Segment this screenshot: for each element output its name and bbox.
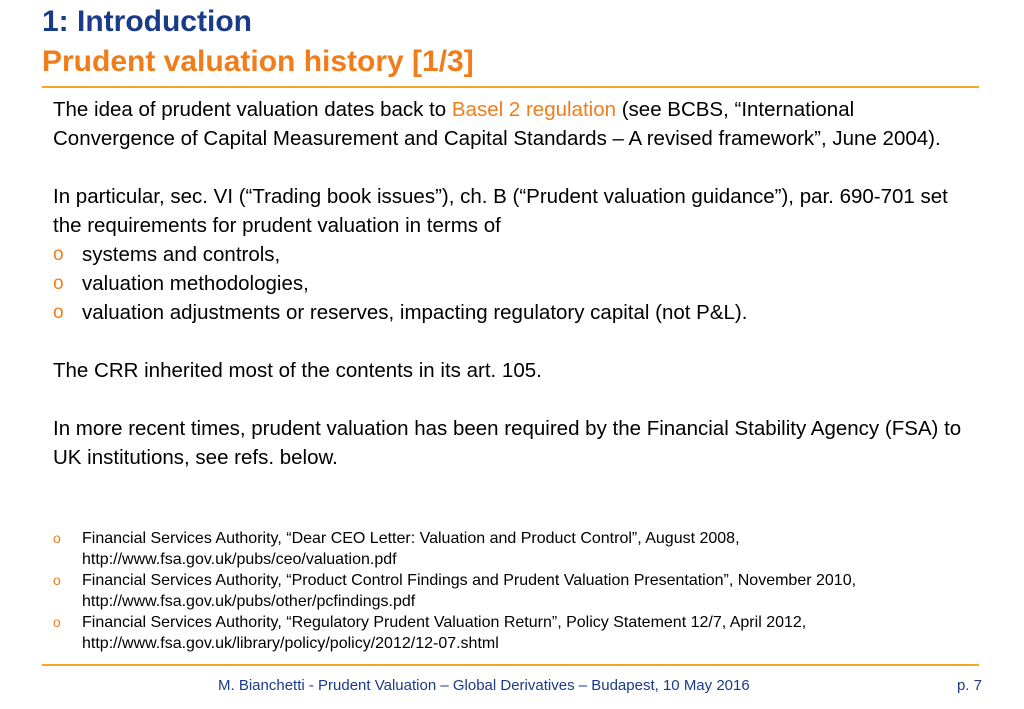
paragraph-basel [53, 95, 973, 153]
reference-item [53, 528, 983, 570]
requirements-list [53, 240, 973, 327]
footer-text: M. Bianchetti - Prudent Valuation – Global Derivatives – Budapest, 10 May 2016 [218, 677, 750, 694]
paragraph-trading-book: In particular, sec. VI (“Trading book issues”), ch. B (“Prudent valuation guidance”), par. 690-701 set the requirements for prudent valuation in terms of [53, 185, 948, 237]
bullet-marker: o [53, 530, 61, 546]
bullet-marker: o [53, 302, 64, 323]
reference-item [53, 570, 983, 612]
paragraph-crr: The CRR inherited most of the contents in its art. 105. [53, 359, 542, 382]
reference-url[interactable]: http://www.fsa.gov.uk/pubs/other/pcfindings.pdf [82, 593, 416, 610]
reference-url[interactable]: http://www.fsa.gov.uk/library/policy/policy/2012/12-07.shtml [82, 635, 499, 652]
reference-citation: Financial Services Authority, “Dear CEO Letter: Valuation and Product Control”, August 2008, [82, 530, 740, 547]
bullet-marker: o [53, 572, 61, 588]
bullet-marker: o [53, 614, 61, 630]
page-number: p. 7 [956, 677, 982, 694]
list-item-text: valuation methodologies, [82, 272, 309, 295]
slide-subtitle: Prudent valuation history [1/3] [42, 45, 474, 78]
references [53, 528, 983, 654]
reference-item [53, 612, 983, 654]
paragraph-spacer [53, 153, 973, 182]
basel-2-highlight: Basel 2 regulation [451, 98, 617, 121]
paragraph-fsa: In more recent times, prudent valuation has been required by the Financial Stability Agency (FSA) to UK institutions, see refs. below. [53, 417, 962, 469]
reference-url[interactable]: http://www.fsa.gov.uk/pubs/ceo/valuation.pdf [82, 551, 397, 568]
list-item [53, 269, 973, 298]
list-item [53, 298, 973, 327]
paragraph-basel-start: The idea of prudent valuation dates back to [53, 98, 452, 121]
bullet-marker: o [53, 273, 64, 294]
reference-citation: Financial Services Authority, “Regulatory Prudent Valuation Return”, Policy Statement 12/7, April 2012, [82, 614, 807, 631]
bullet-marker: o [53, 244, 64, 265]
list-item [53, 240, 973, 269]
slide-title: 1: Introduction [42, 5, 252, 38]
header-divider [42, 86, 979, 88]
paragraph-spacer [53, 385, 973, 414]
paragraph-spacer [53, 327, 973, 356]
footer-divider [42, 664, 979, 666]
paragraph-basel-end: (see BCBS, “International Convergence of Capital Measurement and Capital Standards – A revised framework”, June 2004). [53, 98, 941, 150]
reference-list [53, 528, 983, 654]
reference-citation: Financial Services Authority, “Product Control Findings and Prudent Valuation Presentation”, November 2010, [82, 572, 857, 589]
list-item-text: systems and controls, [82, 243, 281, 266]
list-item-text: valuation adjustments or reserves, impacting regulatory capital (not P&L). [82, 301, 748, 324]
slide-body [53, 95, 973, 472]
